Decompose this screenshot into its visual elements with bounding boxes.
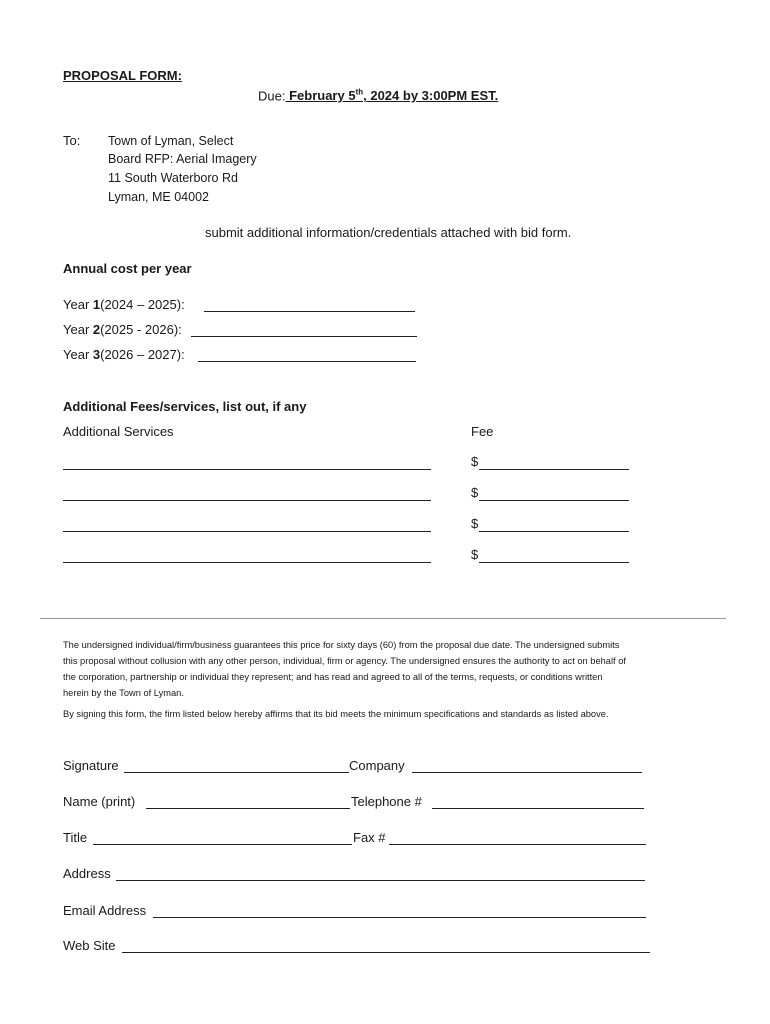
due-prefix: Due: [258, 88, 286, 104]
dollar-sign-3: $ [471, 516, 479, 531]
fee-field-2[interactable] [479, 500, 629, 501]
service-field-3[interactable] [63, 531, 431, 532]
email-address-field[interactable] [153, 917, 646, 918]
address-label: Address [63, 866, 111, 881]
due-date: February 5th, 2024 by 3:00PM EST. [285, 88, 499, 104]
year-2-field[interactable] [191, 336, 417, 337]
dollar-sign-1: $ [471, 454, 479, 469]
guarantee-line-3: the corporation, partnership or individual they represent; and has read and agreed to all of the terms, requests, or conditions written [63, 672, 603, 682]
address-line-1: Town of Lyman, Select [108, 134, 234, 148]
signature-label: Signature [63, 758, 119, 773]
fee-field-1[interactable] [479, 469, 629, 470]
year-3-field[interactable] [198, 361, 416, 362]
section-divider [40, 618, 726, 619]
year-1-label: Year 1(2024 – 2025): [63, 297, 185, 312]
to-label: To: [63, 133, 81, 148]
email-address-label: Email Address [63, 903, 147, 918]
due-line [258, 88, 498, 103]
title-field[interactable] [93, 844, 352, 845]
fee-field-3[interactable] [479, 531, 629, 532]
dollar-sign-4: $ [471, 547, 479, 562]
fee-field-4[interactable] [479, 562, 629, 563]
service-field-2[interactable] [63, 500, 431, 501]
address-line-2: Board RFP: Aerial Imagery [108, 152, 257, 166]
dollar-sign-2: $ [471, 485, 479, 500]
guarantee-line-1: The undersigned individual/firm/business guarantees this price for sixty days (60) from the proposal due date. The undersigned submits [63, 640, 620, 650]
guarantee-line-4: herein by the Town of Lyman. [63, 688, 184, 698]
service-field-1[interactable] [63, 469, 431, 470]
website-label: Web Site [63, 938, 116, 953]
fax-label: Fax # [353, 830, 386, 845]
submission-note: submit additional information/credentials attached with bid form. [205, 225, 572, 240]
name-print-label: Name (print) [63, 794, 136, 809]
address-field[interactable] [116, 880, 645, 881]
year-3-label: Year 3(2026 – 2027): [63, 347, 185, 362]
affirmation-text: By signing this form, the firm listed below hereby affirms that its bid meets the minimum specifications and standards as listed above. [63, 709, 609, 719]
name-print-field[interactable] [146, 808, 350, 809]
additional-fees-heading: Additional Fees/services, list out, if any [63, 399, 307, 414]
title-label: Title [63, 830, 88, 845]
guarantee-line-2: this proposal without collusion with any other person, individual, firm or agency. The undersigned ensures the authority to act on behalf of [63, 656, 626, 666]
address-line-3: 11 South Waterboro Rd [108, 171, 238, 185]
form-title: PROPOSAL FORM: [63, 68, 182, 83]
telephone-label: Telephone # [351, 794, 422, 809]
fee-header: Fee [471, 424, 494, 439]
website-field[interactable] [122, 952, 650, 953]
company-label: Company [349, 758, 405, 773]
company-field[interactable] [412, 772, 642, 773]
year-1-field[interactable] [204, 311, 415, 312]
address-line-4: Lyman, ME 04002 [108, 190, 209, 204]
telephone-field[interactable] [432, 808, 644, 809]
service-field-4[interactable] [63, 562, 431, 563]
annual-cost-heading: Annual cost per year [63, 261, 192, 276]
fax-field[interactable] [389, 844, 646, 845]
year-2-label: Year 2(2025 - 2026): [63, 322, 182, 337]
signature-field[interactable] [124, 772, 349, 773]
additional-services-header: Additional Services [63, 424, 174, 439]
